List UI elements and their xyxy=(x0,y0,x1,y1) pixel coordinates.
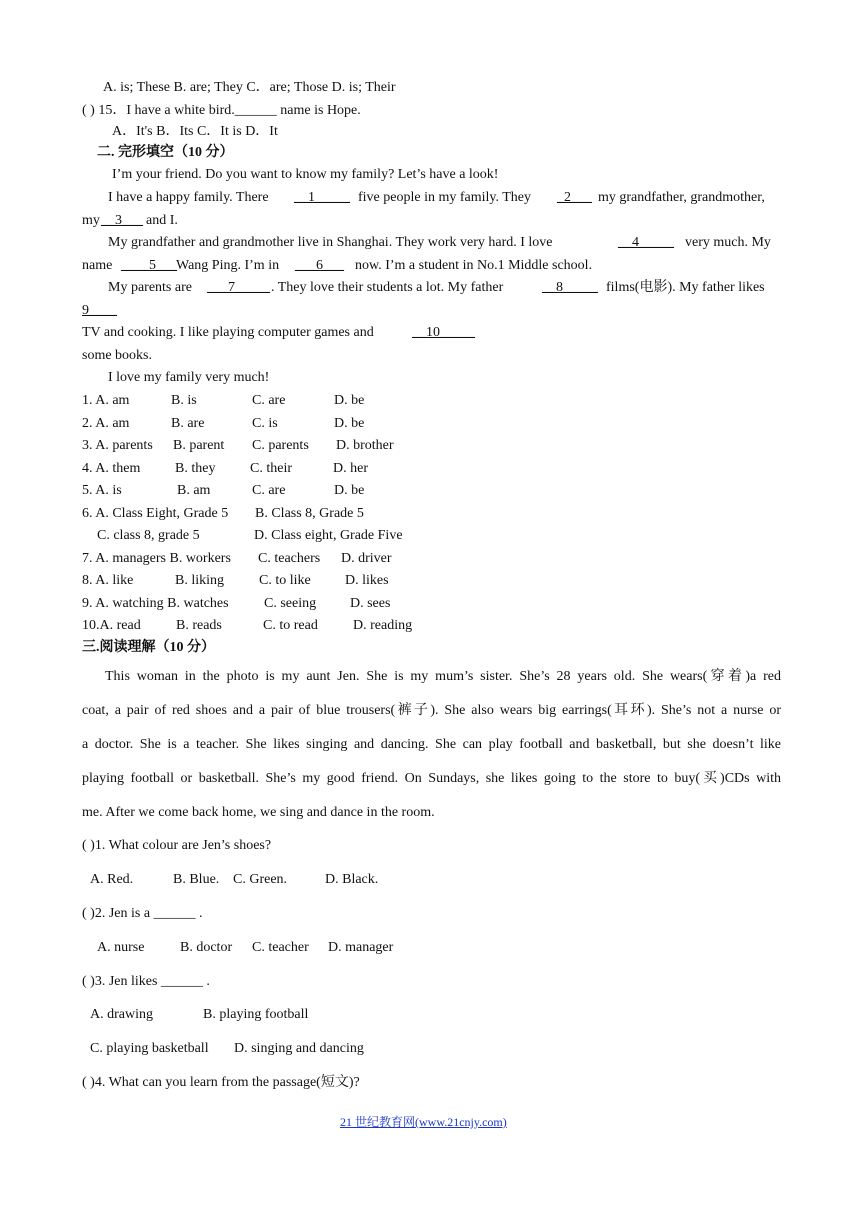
option-text: 7. A. managers B. workers xyxy=(82,551,231,566)
option-text: C. parents xyxy=(252,438,309,453)
option-text: 1. A. am xyxy=(82,393,130,408)
cloze-intro: I’m your friend. Do you want to know my family? Let’s have a look! xyxy=(112,167,499,182)
option-text: D. likes xyxy=(345,573,389,588)
option-text: B. am xyxy=(177,483,211,498)
blank-5: ____5___ xyxy=(121,258,177,273)
option-text: B. liking xyxy=(175,573,225,588)
option-text: D. singing and dancing xyxy=(234,1041,364,1056)
question-2: ( )2. Jen is a ______ . xyxy=(82,906,203,921)
option-text: C. class 8, grade 5 xyxy=(97,528,200,543)
option-text: 6. A. Class Eight, Grade 5 xyxy=(82,506,229,521)
option-text: A. nurse xyxy=(97,940,145,955)
cloze-p3-text-c: films(电影). My father likes xyxy=(606,280,765,295)
option-text: 8. A. like xyxy=(82,573,134,588)
footer-link[interactable]: 21 世纪教育网(www.21cnjy.com) xyxy=(340,1115,507,1129)
option-text: D. be xyxy=(334,416,365,431)
question-3: ( )3. Jen likes ______ . xyxy=(82,974,210,989)
option-text: C. teacher xyxy=(252,940,309,955)
blank-9: 9____ xyxy=(82,303,117,318)
option-text: D. be xyxy=(334,393,365,408)
option-text: B. are xyxy=(171,416,205,431)
passage-line: playing football or basketball. She’s my good friend. On Sundays, she likes going to the store to buy(买)CDs with xyxy=(82,771,781,786)
option-text: C. to like xyxy=(259,573,311,588)
option-text: C. their xyxy=(250,461,292,476)
cloze-p1-text-b: five people in my family. They xyxy=(358,190,532,205)
question-1: ( )1. What colour are Jen’s shoes? xyxy=(82,838,272,853)
option-text: B. Class 8, Grade 5 xyxy=(255,506,364,521)
option-text: C. is xyxy=(252,416,278,431)
passage-line: me. After we come back home, we sing and dance in the room. xyxy=(82,805,435,820)
cloze-p2-text-e: now. I’m a student in No.1 Middle school. xyxy=(355,258,593,273)
reading-heading: 三.阅读理解（10 分） xyxy=(82,640,215,655)
option-text: B. playing football xyxy=(203,1007,309,1022)
option-text: A. drawing xyxy=(90,1007,153,1022)
option-text: D. reading xyxy=(353,618,413,633)
option-text: B. reads xyxy=(176,618,222,633)
option-text: C. are xyxy=(252,483,286,498)
option-text: D. brother xyxy=(336,438,394,453)
blank-10: __10_____ xyxy=(412,325,475,340)
option-text: A. Red. xyxy=(90,872,134,887)
passage-line: coat, a pair of red shoes and a pair of blue trousers(裤子). She also wears big earrings(耳环). She’s not a nurse or xyxy=(82,703,781,718)
option-text: B. they xyxy=(175,461,216,476)
option-text: 2. A. am xyxy=(82,416,130,431)
option-text: B. Blue. xyxy=(173,872,220,887)
passage-line: This woman in the photo is my aunt Jen. She is my mum’s sister. She’s 28 years old. She wears(穿着)a red xyxy=(105,669,781,684)
option-text: C. seeing xyxy=(264,596,317,611)
cloze-p3-text-e: some books. xyxy=(82,348,152,363)
blank-2: _2___ xyxy=(557,190,592,205)
option-text: 10.A. read xyxy=(82,618,141,633)
cloze-closing: I love my family very much! xyxy=(108,370,270,385)
blank-1: __1_____ xyxy=(294,190,350,205)
option-text: C. to read xyxy=(263,618,318,633)
cloze-p2-text-c: name xyxy=(82,258,113,273)
cloze-p3-text-b: . They love their students a lot. My father xyxy=(271,280,504,295)
option-text: D. be xyxy=(334,483,365,498)
option-text: 5. A. is xyxy=(82,483,122,498)
option-text: B. parent xyxy=(173,438,225,453)
cloze-p1-text-e: and I. xyxy=(146,213,178,228)
blank-8: __8_____ xyxy=(542,280,598,295)
option-text: C. Green. xyxy=(233,872,288,887)
cloze-p1-text-d: my xyxy=(82,213,100,228)
question-4: ( )4. What can you learn from the passage(短文)? xyxy=(82,1075,360,1090)
passage-line: a doctor. She is a teacher. She likes singing and dancing. She can play football and basketball, but she doesn’t like xyxy=(82,737,781,752)
cloze-p2-text-d: Wang Ping. I’m in xyxy=(176,258,280,273)
cloze-p1-text-a: I have a happy family. There xyxy=(108,190,269,205)
option-text: C. teachers xyxy=(258,551,321,566)
cloze-p2-text-a: My grandfather and grandmother live in Shanghai. They work very hard. I love xyxy=(108,235,553,250)
blank-4: __4_____ xyxy=(618,235,674,250)
option-text: C. are xyxy=(252,393,286,408)
q14-options: A. is; These B. are; They C．are; Those D. is; Their xyxy=(103,80,396,95)
option-text: D. manager xyxy=(328,940,394,955)
q15-stem: ( ) 15．I have a white bird.______ name is Hope. xyxy=(82,103,361,118)
q15-options: A．It's B．Its C．It is D．It xyxy=(112,124,278,139)
option-text: B. is xyxy=(171,393,197,408)
option-text: 9. A. watching B. watches xyxy=(82,596,229,611)
cloze-p3-text-d: TV and cooking. I like playing computer games and xyxy=(82,325,374,340)
option-text: D. driver xyxy=(341,551,392,566)
cloze-p1-text-c: my grandfather, grandmother, xyxy=(598,190,765,205)
option-text: D. sees xyxy=(350,596,391,611)
option-text: D. her xyxy=(333,461,368,476)
blank-7: ___7_____ xyxy=(207,280,270,295)
option-text: 3. A. parents xyxy=(82,438,153,453)
cloze-p3-text-a: My parents are xyxy=(108,280,192,295)
cloze-heading: 二. 完形填空（10 分） xyxy=(97,145,234,160)
option-text: D. Class eight, Grade Five xyxy=(254,528,403,543)
option-text: D. Black. xyxy=(325,872,379,887)
blank-3: __3___ xyxy=(101,213,143,228)
option-text: 4. A. them xyxy=(82,461,141,476)
option-text: B. doctor xyxy=(180,940,233,955)
blank-6: ___6___ xyxy=(295,258,344,273)
option-text: C. playing basketball xyxy=(90,1041,209,1056)
cloze-p2-text-b: very much. My xyxy=(685,235,771,250)
